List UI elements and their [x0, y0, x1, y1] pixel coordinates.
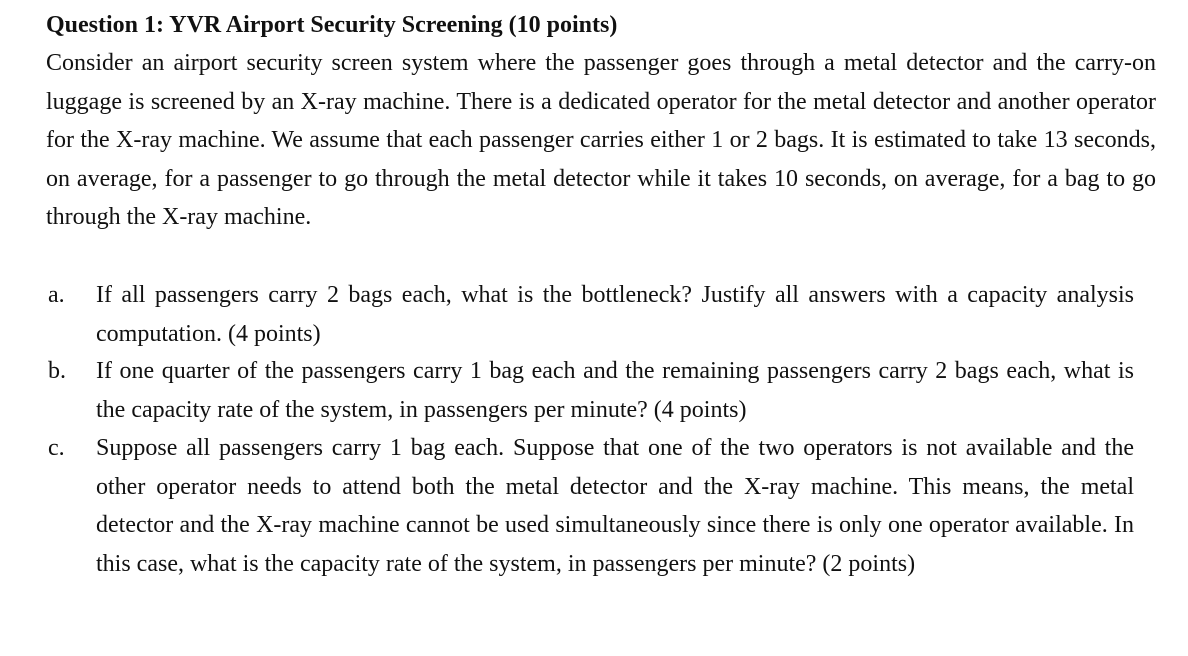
- part-b-text: If one quarter of the passengers carry 1 bag each and the remaining passengers carry 2 bags each, what is the capacity rate of the system, in passengers per minute? (4 points): [96, 358, 1134, 423]
- part-b-marker: b.: [48, 358, 66, 384]
- part-c-text: Suppose all passengers carry 1 bag each. Suppose that one of the two operators is not available and the other operator needs to attend both the metal detector and the X-ray machine. This means, the metal detector and the X-ray machine cannot be used simultaneously since there is only one operator available. In this case, what is the capacity rate of the system, in passengers per minute? (2 points): [96, 435, 1134, 577]
- question-title: Question 1: YVR Airport Security Screening (10 points): [46, 12, 618, 38]
- part-c-marker: c.: [48, 435, 65, 461]
- part-c: [46, 429, 1134, 583]
- question-parts-list: [46, 276, 1134, 583]
- part-b: [46, 352, 1134, 429]
- part-a: [46, 276, 1134, 352]
- part-a-text: If all passengers carry 2 bags each, what is the bottleneck? Justify all answers with a capacity analysis computation. (4 points): [96, 282, 1134, 347]
- question-intro: Consider an airport security screen system where the passenger goes through a metal detector and the carry-on luggage is screened by an X-ray machine. There is a dedicated operator for the metal detector and another operator for the X-ray machine. We assume that each passenger carries either 1 or 2 bags. It is estimated to take 13 seconds, on average, for a passenger to go through the metal detector while it takes 10 seconds, on average, for a bag to go through the X-ray machine.: [46, 50, 1156, 230]
- question-document: [46, 0, 1156, 237]
- part-a-marker: a.: [48, 282, 65, 308]
